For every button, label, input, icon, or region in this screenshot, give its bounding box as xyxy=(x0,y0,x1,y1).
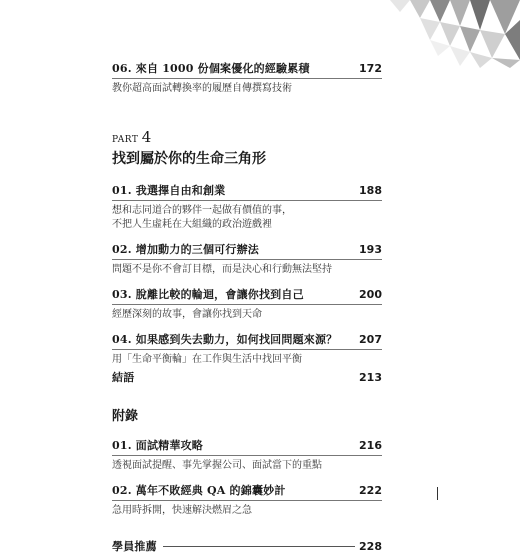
divider xyxy=(112,349,382,350)
entry-subtitle: 不把人生虛耗在大組織的政治遊戲裡 xyxy=(112,219,272,230)
entry-subtitle: 教你超高面試轉換率的履歷自傳撰寫技術 xyxy=(112,83,292,94)
entry-page-number: 207 xyxy=(359,333,382,346)
entry-title: 02. 增加動力的三個可行辦法 xyxy=(112,243,259,256)
appendix-title: 附錄 xyxy=(112,409,139,424)
leader-line xyxy=(163,546,355,547)
part-label xyxy=(112,128,382,146)
part-number: 4 xyxy=(141,128,152,146)
entry-page-number: 193 xyxy=(359,243,382,256)
entry-title: 06. 來自 1000 份個案優化的經驗累積 xyxy=(112,62,310,75)
entry-page-number: 200 xyxy=(359,288,382,301)
entry-page-number: 216 xyxy=(359,439,382,452)
entry-subtitle: 想和志同道合的夥伴一起做有價值的事， xyxy=(112,205,292,216)
entry-subtitle: 問題不是你不會訂目標，而是決心和行動無法堅持 xyxy=(112,264,332,275)
entry-page-number: 172 xyxy=(359,62,382,75)
toc-entry[interactable] xyxy=(112,182,382,232)
divider xyxy=(112,304,382,305)
toc-entry[interactable] xyxy=(112,60,382,96)
entry-title: 結語 xyxy=(112,371,135,384)
divider xyxy=(112,200,382,201)
table-of-contents xyxy=(112,60,382,554)
entry-title: 01. 面試精華攻略 xyxy=(112,439,203,452)
entry-title: 03. 脫離比較的輪迴，會讓你找到自己 xyxy=(112,288,304,301)
divider xyxy=(112,78,382,79)
part-title: 找到屬於你的生命三角形 xyxy=(112,151,266,167)
toc-entry[interactable] xyxy=(112,437,382,473)
entry-page-number: 222 xyxy=(359,484,382,497)
entry-title: 02. 萬年不敗經典 QA 的錦囊妙計 xyxy=(112,484,286,497)
entry-page-number: 213 xyxy=(359,371,382,384)
entry-page-number: 188 xyxy=(359,184,382,197)
toc-entry-closing[interactable] xyxy=(112,369,382,385)
part-word: PART xyxy=(112,135,139,145)
entry-subtitle: 透視面試提醒、事先掌握公司、面試當下的重點 xyxy=(112,460,322,471)
divider xyxy=(112,500,382,501)
divider xyxy=(112,259,382,260)
entry-title: 01. 我選擇自由和創業 xyxy=(112,184,226,197)
toc-entry[interactable] xyxy=(112,241,382,277)
crop-mark xyxy=(437,487,438,500)
toc-entry-recommend[interactable] xyxy=(112,538,382,554)
toc-entry[interactable] xyxy=(112,331,382,367)
toc-entry[interactable] xyxy=(112,482,382,518)
entry-subtitle: 經歷深刻的故事，會讓你找到天命 xyxy=(112,309,262,320)
entry-title: 04. 如果感到失去動力，如何找回問題來源？ xyxy=(112,333,338,346)
toc-entry[interactable] xyxy=(112,286,382,322)
entry-title: 學員推薦 xyxy=(112,540,157,553)
triangle-pattern-decoration xyxy=(350,0,520,68)
entry-subtitle: 用「生命平衡輪」在工作與生活中找回平衡 xyxy=(112,354,302,365)
divider xyxy=(112,455,382,456)
entry-subtitle: 急用時拆開，快速解決燃眉之急 xyxy=(112,505,252,516)
entry-page-number: 228 xyxy=(359,539,382,553)
